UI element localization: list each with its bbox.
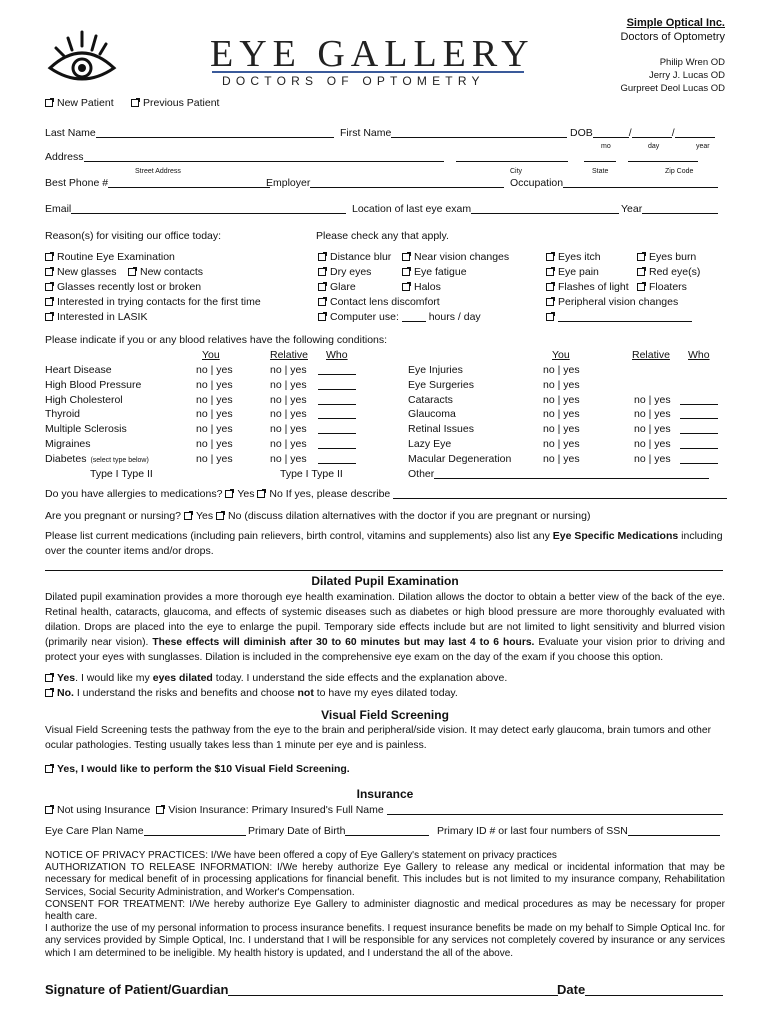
condition-you-noyes[interactable]: no | yes: [543, 364, 580, 376]
company-name: Simple Optical Inc.: [626, 17, 725, 29]
email-field[interactable]: Email: [45, 203, 346, 215]
condition-who-field[interactable]: [680, 438, 718, 450]
condition-relative-noyes[interactable]: no | yes: [270, 438, 307, 450]
condition-who-field[interactable]: [318, 394, 356, 406]
last-exam-year-field[interactable]: Year: [621, 203, 718, 215]
symptom-eyes-burn[interactable]: Eyes burn: [637, 251, 696, 263]
checkbox-icon[interactable]: [45, 268, 53, 276]
symptom-dry-eyes[interactable]: Dry eyes: [318, 266, 371, 278]
checkbox-icon[interactable]: [318, 283, 326, 291]
symptom-eye-pain[interactable]: Eye pain: [546, 266, 599, 278]
condition-you-noyes[interactable]: no | yes: [196, 393, 233, 406]
reason-routine[interactable]: Routine Eye Examination: [45, 251, 175, 263]
insurance-row-1: Not using Insurance Vision Insurance: Primary Insured's Full Name: [45, 804, 723, 816]
checkbox-icon[interactable]: [45, 313, 53, 321]
plan-name-field[interactable]: Eye Care Plan Name: [45, 825, 246, 837]
insurance-title: Insurance: [356, 787, 414, 801]
doctor-1: Philip Wren OD: [659, 57, 725, 68]
symptom-peripheral[interactable]: Peripheral vision changes: [546, 296, 678, 308]
type-select-relative[interactable]: Type I Type II: [280, 468, 343, 480]
best-phone-field[interactable]: Best Phone #: [45, 177, 270, 189]
symptom-near-vision[interactable]: Near vision changes: [402, 251, 509, 263]
condition-label: Retinal Issues: [408, 423, 474, 436]
visual-field-yes-option[interactable]: Yes, I would like to perform the $10 Visual Field Screening.: [45, 763, 350, 775]
reason-glasses-lost[interactable]: Glasses recently lost or broken: [45, 281, 201, 293]
last-exam-location-field[interactable]: Location of last eye exam: [352, 203, 619, 215]
checkbox-icon[interactable]: [402, 283, 410, 291]
checkbox-icon[interactable]: [318, 253, 326, 261]
condition-label: Lazy Eye: [408, 438, 452, 450]
checkbox-icon[interactable]: [45, 298, 53, 306]
pregnant-no-checkbox-icon[interactable]: [216, 512, 224, 520]
occupation-field[interactable]: Occupation: [510, 177, 718, 189]
condition-you-noyes[interactable]: no | yes: [196, 378, 233, 391]
employer-field[interactable]: Employer: [266, 177, 504, 189]
primary-id-field[interactable]: Primary ID # or last four numbers of SSN: [437, 825, 720, 837]
condition-who-field[interactable]: [318, 453, 356, 465]
symptom-red-eyes[interactable]: Red eye(s): [637, 266, 700, 278]
condition-label: Thyroid: [45, 408, 81, 421]
condition-who-field[interactable]: [680, 453, 718, 465]
checkbox-icon[interactable]: [45, 99, 53, 107]
new-patient-option[interactable]: New Patient: [45, 97, 114, 109]
condition-who-field[interactable]: [318, 379, 356, 391]
logo-rule: [212, 71, 524, 73]
condition-relative-noyes[interactable]: no | yes: [634, 438, 671, 450]
condition-label: Macular Degeneration: [408, 452, 512, 465]
signature-date-field[interactable]: Date: [557, 982, 723, 997]
reasons-title: Reason(s) for visiting our office today:: [45, 230, 222, 242]
checkbox-icon[interactable]: [546, 268, 554, 276]
condition-who-field[interactable]: [680, 423, 718, 435]
notices-block: [45, 850, 725, 960]
condition-label: Multiple Sclerosis: [45, 423, 127, 436]
reason-trying-contacts[interactable]: Interested in trying contacts for the first time: [45, 296, 261, 308]
condition-relative-noyes[interactable]: no | yes: [270, 408, 307, 421]
medications-line2: over the counter items and/or drops.: [45, 545, 214, 557]
condition-who-field[interactable]: [318, 423, 356, 435]
condition-relative-noyes[interactable]: no | yes: [634, 393, 671, 406]
dilate-no-option[interactable]: No. I understand the risks and benefits and choose not to have my eyes dilated today.: [45, 687, 458, 699]
checkbox-icon[interactable]: [45, 689, 53, 697]
privacy-notice: NOTICE OF PRIVACY PRACTICES: I/We have been offered a copy of Eye Gallery's statement on privacy practices: [45, 850, 557, 861]
allergies-describe-field[interactable]: [393, 489, 727, 499]
checkbox-icon[interactable]: [318, 313, 326, 321]
allergies-row: Do you have allergies to medications? Yes No If yes, please describe: [45, 488, 727, 500]
pregnant-yes-checkbox-icon[interactable]: [184, 512, 192, 520]
reason-new-contacts[interactable]: New contacts: [128, 266, 203, 278]
hdr-who-left: Who: [326, 349, 348, 361]
first-name-field[interactable]: First Name: [340, 127, 567, 139]
checkbox-icon[interactable]: [637, 268, 645, 276]
reason-lasik[interactable]: Interested in LASIK: [45, 311, 147, 323]
symptom-floaters[interactable]: Floaters: [637, 281, 687, 293]
condition-relative-noyes[interactable]: no | yes: [270, 393, 307, 406]
dob-field[interactable]: DOB / /: [570, 127, 715, 139]
checkbox-icon[interactable]: [546, 313, 554, 321]
conditions-intro: Please indicate if you or any blood relatives have the following conditions:: [45, 334, 388, 346]
checkbox-icon[interactable]: [45, 253, 53, 261]
condition-you-noyes[interactable]: no | yes: [543, 378, 580, 391]
condition-label: Glaucoma: [408, 408, 456, 421]
hdr-relative-left: Relative: [270, 349, 308, 361]
condition-label: Eye Injuries: [408, 364, 463, 376]
condition-relative-noyes[interactable]: no | yes: [634, 452, 671, 465]
checkbox-icon[interactable]: [402, 268, 410, 276]
doctor-2: Jerry J. Lucas OD: [648, 70, 725, 81]
allergies-yes-checkbox-icon[interactable]: [225, 490, 233, 498]
symptom-distance-blur[interactable]: Distance blur: [318, 251, 391, 263]
condition-you-noyes[interactable]: no | yes: [196, 452, 233, 465]
symptom-flashes[interactable]: Flashes of light: [546, 281, 629, 293]
signature-field[interactable]: Signature of Patient/Guardian: [45, 982, 558, 997]
logo-subtitle: DOCTORS OF OPTOMETRY: [222, 74, 485, 88]
condition-label: Diabetes (select type below): [45, 452, 149, 465]
medications-line1: Please list current medications (including pain relievers, birth control, vitamins and supplements) also list any Eye Specific Medications including: [45, 530, 723, 542]
checkbox-icon[interactable]: [318, 298, 326, 306]
dilated-paragraph: Dilated pupil examination provides a more thorough eye health examination. Dilation allows the doctor to obtain a better view of the back of the eye. Retinal health, cataracts, glaucoma, and effects of systemic diseases such as diabetes or high blood pressure are more thoroughly evaluated with dilation. Drops are placed into the eye to enlarge the pupil. Temporary side effects include but are not limited to light sensitivity and blurred vision (primarily near vision). These effects will diminish after 30 to 60 minutes but may last 4 to 6 hours. Evaluate your vision prior to driving and protect your eyes with sunglasses. Dilation is included in the comprehensive eye exam on the day of the exam if you choose this option.: [45, 592, 725, 663]
symptom-halos[interactable]: Halos: [402, 281, 441, 293]
symptom-eyes-itch[interactable]: Eyes itch: [546, 251, 601, 263]
condition-label: Heart Disease: [45, 364, 112, 376]
condition-relative-noyes[interactable]: no | yes: [270, 452, 307, 465]
condition-you-noyes[interactable]: no | yes: [543, 423, 580, 436]
condition-relative-noyes[interactable]: no | yes: [270, 378, 307, 391]
condition-you-noyes[interactable]: no | yes: [543, 408, 580, 421]
condition-who-field[interactable]: [318, 438, 356, 450]
eye-logo-icon: [42, 28, 122, 88]
checkbox-icon[interactable]: [131, 99, 139, 107]
condition-label: High Blood Pressure: [45, 378, 142, 391]
address-field[interactable]: Address: [45, 151, 698, 163]
condition-relative-noyes[interactable]: no | yes: [634, 408, 671, 421]
condition-relative-noyes[interactable]: no | yes: [270, 364, 307, 376]
condition-you-noyes[interactable]: no | yes: [196, 423, 233, 436]
insured-name-field[interactable]: [387, 805, 723, 815]
condition-relative-noyes[interactable]: no | yes: [270, 423, 307, 436]
authorize-notice: I authorize the use of my personal information to process insurance benefits. I request insurance benefits be made on my behalf to Simple Optical Inc. for any services provided by Simple Optical, Inc. I understand that I will be responsible for any services not completely covered by insurance or any services which I am determined to be ineligible. My health history is updated, and I understand the all of the above.: [45, 923, 725, 959]
visual-paragraph: Visual Field Screening tests the pathway from the eye to the brain and peripheral/side vision. It may detect early glaucoma, brain tumors and other ocular pathologies. Testing usually takes less than 1 minute per eye and is painless.: [45, 725, 712, 751]
release-notice: AUTHORIZATION TO RELEASE INFORMATION: I/We hereby authorize Eye Gallery to release any medical or incidental information that may be necessary for medical benefit of in processing applications for financial benefit. This includes but is not limited to my insurance company, Rehabilitation Services, Social Security Administration, and Worker's Compensation.: [45, 862, 725, 898]
condition-you-noyes[interactable]: no | yes: [543, 393, 580, 406]
allergies-no-checkbox-icon[interactable]: [257, 490, 265, 498]
checkbox-icon[interactable]: [402, 253, 410, 261]
hdr-you-right: You: [552, 349, 570, 361]
primary-dob-field[interactable]: Primary Date of Birth: [248, 825, 429, 837]
symptom-eye-fatigue[interactable]: Eye fatigue: [402, 266, 467, 278]
condition-label: Migraines: [45, 438, 91, 450]
checkbox-icon[interactable]: [637, 283, 645, 291]
condition-who-field[interactable]: [680, 394, 718, 406]
checkbox-icon[interactable]: [45, 674, 53, 682]
hdr-who-right: Who: [688, 349, 710, 361]
medications-field[interactable]: [45, 570, 723, 571]
not-using-insurance-checkbox-icon[interactable]: [45, 806, 53, 814]
vision-insurance-checkbox-icon[interactable]: [156, 806, 164, 814]
condition-you-noyes[interactable]: no | yes: [543, 438, 580, 450]
checkbox-icon[interactable]: [318, 268, 326, 276]
checkbox-icon[interactable]: [546, 298, 554, 306]
doctor-3: Gurpreet Deol Lucas OD: [620, 83, 725, 94]
company-subtitle: Doctors of Optometry: [620, 31, 725, 43]
condition-you-noyes[interactable]: no | yes: [543, 452, 580, 465]
checkbox-icon[interactable]: [546, 253, 554, 261]
last-name-field[interactable]: Last Name: [45, 127, 334, 139]
visual-title: Visual Field Screening: [321, 708, 449, 722]
consent-notice: CONSENT FOR TREATMENT: I/We hereby authorize Eye Gallery to administer diagnostic and medical procedures as may be necessary for proper health care.: [45, 898, 725, 923]
checkbox-icon[interactable]: [45, 283, 53, 291]
symptom-computer-use[interactable]: Computer use: hours / day: [318, 311, 481, 323]
symptom-other[interactable]: [546, 311, 692, 323]
checkbox-icon[interactable]: [128, 268, 136, 276]
other-condition-field[interactable]: Other: [408, 468, 709, 480]
previous-patient-option[interactable]: Previous Patient: [131, 97, 219, 109]
dilated-title: Dilated Pupil Examination: [311, 574, 459, 588]
pregnant-row: Are you pregnant or nursing? Yes No (discuss dilation alternatives with the doctor if you are pregnant or nursing): [45, 510, 591, 522]
dilate-yes-option[interactable]: Yes. I would like my eyes dilated today. I understand the side effects and the explanation above.: [45, 672, 507, 684]
checkbox-icon[interactable]: [637, 253, 645, 261]
symptoms-title: Please check any that apply.: [316, 230, 449, 242]
type-select-you[interactable]: Type I Type II: [90, 468, 153, 480]
checkbox-icon[interactable]: [45, 765, 53, 773]
condition-who-field[interactable]: [318, 408, 356, 420]
condition-who-field[interactable]: [318, 364, 356, 376]
symptom-contact-discomfort[interactable]: Contact lens discomfort: [318, 296, 440, 308]
condition-who-field[interactable]: [680, 408, 718, 420]
condition-label: Cataracts: [408, 393, 453, 406]
symptom-glare[interactable]: Glare: [318, 281, 356, 293]
condition-you-noyes[interactable]: no | yes: [196, 364, 233, 376]
condition-you-noyes[interactable]: no | yes: [196, 438, 233, 450]
reason-new-glasses[interactable]: New glasses: [45, 266, 117, 278]
condition-label: High Cholesterol: [45, 393, 123, 406]
hdr-you-left: You: [202, 349, 220, 361]
logo-title: EYE GALLERY: [210, 33, 535, 75]
hdr-relative-right: Relative: [632, 349, 670, 361]
condition-relative-noyes[interactable]: no | yes: [634, 423, 671, 436]
condition-you-noyes[interactable]: no | yes: [196, 408, 233, 421]
condition-label: Eye Surgeries: [408, 378, 474, 391]
checkbox-icon[interactable]: [546, 283, 554, 291]
